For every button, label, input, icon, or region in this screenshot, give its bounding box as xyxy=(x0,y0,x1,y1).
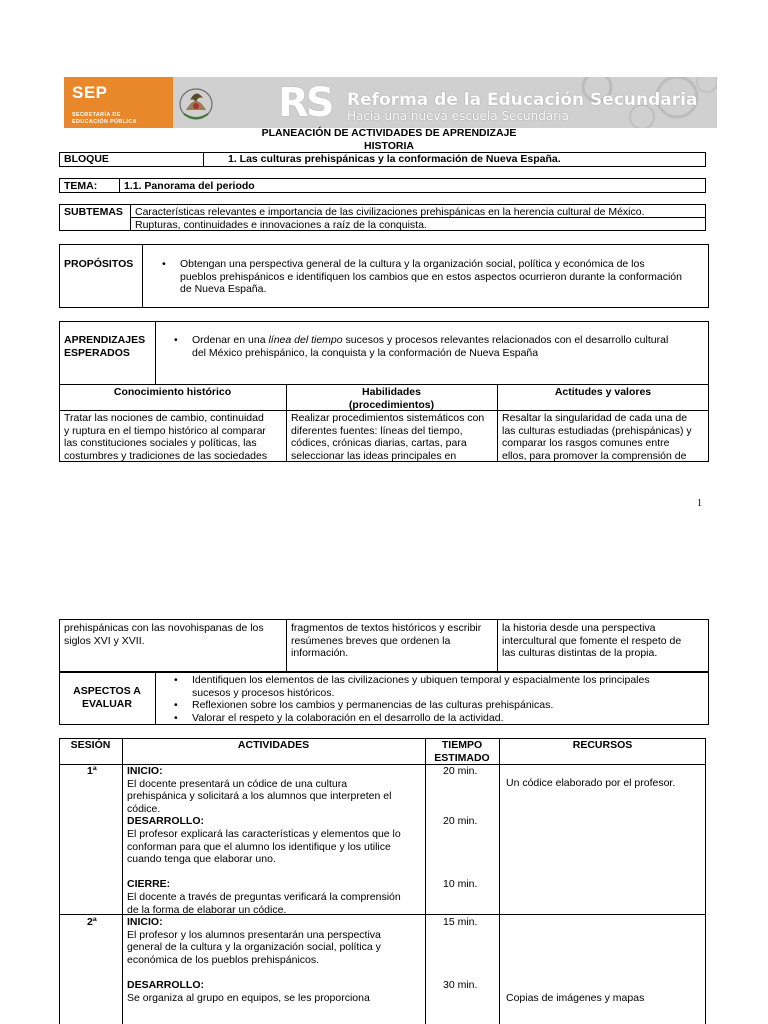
cell-line: diferentes fuentes: líneas del tiempo, xyxy=(291,424,463,437)
header-actividades: ACTIVIDADES xyxy=(237,739,310,751)
cell-line: fragmentos de textos históricos y escribir xyxy=(291,622,482,634)
cell-line: intercultural que fomente el respeto de xyxy=(502,634,682,647)
rs-logo: RS xyxy=(278,80,332,126)
session2-activities xyxy=(127,916,423,1004)
reforma-title: Reforma de la Educación Secundaria xyxy=(347,90,698,110)
header-sesion: SESIÓN xyxy=(70,739,111,751)
col-header-actitudes: Actitudes y valores xyxy=(554,386,652,398)
activity-line: conforman para que el alumno los identifique y los utilice xyxy=(127,840,391,853)
session-number: 1ª xyxy=(87,765,97,777)
aprendizajes-text-part: sucesos y procesos relevantes relacionados con el desarrollo cultural xyxy=(342,334,669,346)
tema-value: 1.1. Panorama del periodo xyxy=(124,180,255,192)
cell-line: y ruptura en el tiempo histórico al comparar xyxy=(64,424,266,437)
cell-line: resúmenes breves que ordenen la xyxy=(291,634,451,647)
activity-line: El profesor y los alumnos presentarán una perspectiva xyxy=(127,928,381,941)
sep-subtitle-line1: SECRETARÍA DE xyxy=(72,112,121,118)
activity-line: códice. xyxy=(127,802,161,815)
desarrollo-label: DESARROLLO: xyxy=(127,815,204,828)
subtemas-label: SUBTEMAS xyxy=(64,206,123,218)
activity-line: general de la cultura y la organización social, política y xyxy=(127,941,381,954)
bloque-value: 1. Las culturas prehispánicas y la conformación de Nueva España. xyxy=(228,153,561,165)
cell-line: Realizar procedimientos sistemáticos con xyxy=(291,412,485,424)
habilidades-line2: (procedimientos) xyxy=(348,398,435,411)
cell-line: información. xyxy=(291,647,349,660)
conocimiento-cell xyxy=(64,412,267,462)
aspectos-label-line1: ASPECTOS A xyxy=(73,685,141,697)
session-number: 2ª xyxy=(87,916,97,928)
activity-line: El docente a través de preguntas verificará la comprensión xyxy=(127,890,401,903)
activity-line: económica de los pueblos prehispánicos. xyxy=(127,953,320,966)
propositos-line: Obtengan una perspectiva general de la cultura y la organización social, política y económica de los xyxy=(180,258,645,270)
subtema-item: Rupturas, continuidades e innovaciones a raíz de la conquista. xyxy=(135,219,427,231)
cell-line: costumbres y tradiciones de las sociedades xyxy=(64,449,268,462)
activity-line: cuando tenga que elaborar uno. xyxy=(127,853,276,866)
cell-line: prehispánicas con las novohispanas de los xyxy=(64,622,264,634)
col-header-conocimiento: Conocimiento histórico xyxy=(113,386,232,398)
tiempo-line2: ESTIMADO xyxy=(434,751,490,764)
cell-line: siglos XVI y XVII. xyxy=(64,634,145,647)
aspecto-bullet-icon: • xyxy=(174,712,178,724)
inicio-label: INICIO: xyxy=(127,916,163,928)
cell-line: comparar los rasgos comunes entre xyxy=(502,437,670,450)
aprendizajes-label-line2: ESPERADOS xyxy=(64,346,130,359)
session1-activities xyxy=(127,765,423,916)
habilidades-cell xyxy=(291,412,484,462)
header-tiempo xyxy=(425,739,499,764)
cierre-label: CIERRE: xyxy=(127,878,171,891)
aprendizajes-text xyxy=(192,334,707,359)
sep-logo-block xyxy=(64,77,173,128)
sep-subtitle-line2: EDUCACIÓN PÚBLICA xyxy=(72,118,137,125)
aspecto-bullet-icon: • xyxy=(174,674,178,686)
cell-line: ellos, para promover la comprensión de xyxy=(502,449,687,462)
habilidades-cell-cont xyxy=(291,622,481,660)
activity-line: prehispánica y solicitará a los alumnos que interpreten el xyxy=(127,790,392,803)
title-line2: HISTORIA xyxy=(364,139,414,152)
resource-text: Copias de imágenes y mapas xyxy=(506,992,645,1004)
aspecto-line: sucesos y procesos históricos. xyxy=(192,686,335,699)
page-number: 1 xyxy=(697,498,702,509)
aspecto-item: Valorar el respeto y la colaboración en el desarrollo de la actividad. xyxy=(192,712,504,724)
aspecto-item: Reflexionen sobre los cambios y permanencias de las culturas prehispánicas. xyxy=(192,699,554,711)
propositos-label: PROPÓSITOS xyxy=(64,258,134,270)
aprendizajes-line2: del México prehispánico, la conquista y la conformación de Nueva España xyxy=(192,346,539,359)
subtema-item: Características relevantes e importancia de las civilizaciones prehispánicas en la herencia cultural de México. xyxy=(135,206,645,218)
activity-line: de la forma de elaborar un códice. xyxy=(127,903,287,916)
aprendizajes-label-line1: APRENDIZAJES xyxy=(64,334,146,346)
time-estimate: 20 min. xyxy=(443,815,478,827)
document-title xyxy=(64,127,714,152)
bloque-label: BLOQUE xyxy=(64,153,109,165)
sep-logo: SEP xyxy=(72,83,108,102)
time-estimate: 10 min. xyxy=(443,878,478,890)
habilidades-line1: Habilidades xyxy=(362,386,421,398)
conocimiento-cell-cont xyxy=(64,622,264,647)
cell-line: las culturas estudiadas (prehispánicas) y xyxy=(502,424,692,437)
aprendizajes-text-part: Ordenar en una xyxy=(192,334,269,346)
aspecto-line: Identifiquen los elementos de las civilizaciones y ubiquen temporal y espacialmente los principales xyxy=(192,674,650,686)
desarrollo-label: DESARROLLO: xyxy=(127,978,204,991)
header-banner xyxy=(64,77,717,128)
aprendizajes-label xyxy=(64,334,145,359)
propositos-line: de Nueva España. xyxy=(180,283,267,296)
activity-line: El profesor explicará las características y elementos que lo xyxy=(127,827,401,840)
actitudes-cell xyxy=(502,412,692,462)
actitudes-cell-cont xyxy=(502,622,681,660)
header-recursos: RECURSOS xyxy=(572,739,633,751)
time-estimate: 30 min. xyxy=(443,979,478,991)
aprendizajes-italic-term: línea del tiempo xyxy=(268,334,343,346)
cell-line: Tratar las nociones de cambio, continuidad xyxy=(64,412,264,424)
coat-of-arms-icon xyxy=(176,80,216,124)
sep-subtitle xyxy=(72,112,137,125)
aspecto-item xyxy=(192,674,650,699)
aprendizaje-bullet-icon: • xyxy=(174,334,178,346)
aspectos-label-line2: EVALUAR xyxy=(82,697,132,710)
cell-line: seleccionar las ideas principales en xyxy=(291,449,457,462)
propositos-text xyxy=(180,258,708,296)
aspecto-bullet-icon: • xyxy=(174,699,178,711)
cell-line: las culturas distintas de la propia. xyxy=(502,647,658,660)
time-estimate: 20 min. xyxy=(443,765,478,777)
activity-line: Se organiza al grupo en equipos, se les proporciona xyxy=(127,991,370,1004)
tema-label: TEMA: xyxy=(64,180,98,192)
cell-line: las constituciones sociales y políticas, las xyxy=(64,437,257,450)
reforma-subtitle: Hacia una nueva escuela Secundaria xyxy=(347,109,569,123)
aspectos-label xyxy=(59,685,155,710)
cell-line: la historia desde una perspectiva xyxy=(502,622,656,634)
cell-line: Resaltar la singularidad de cada una de xyxy=(502,412,688,424)
time-estimate: 15 min. xyxy=(443,916,478,928)
cell-line: códices, crónicas diarias, cartas, para xyxy=(291,437,467,450)
resource-text: Un códice elaborado por el profesor. xyxy=(506,777,676,789)
activity-line: El docente presentará un códice de una cultura xyxy=(127,777,348,790)
proposito-bullet-icon: • xyxy=(162,258,166,270)
tiempo-line1: TIEMPO xyxy=(441,739,483,751)
propositos-line: pueblos prehispánicos e identifiquen los cambios que en estos aspectos ocurrieron durante la conformación xyxy=(180,270,682,283)
title-line1: PLANEACIÓN DE ACTIVIDADES DE APRENDIZAJE xyxy=(261,127,517,139)
inicio-label: INICIO: xyxy=(127,765,163,777)
col-header-habilidades xyxy=(286,386,497,411)
